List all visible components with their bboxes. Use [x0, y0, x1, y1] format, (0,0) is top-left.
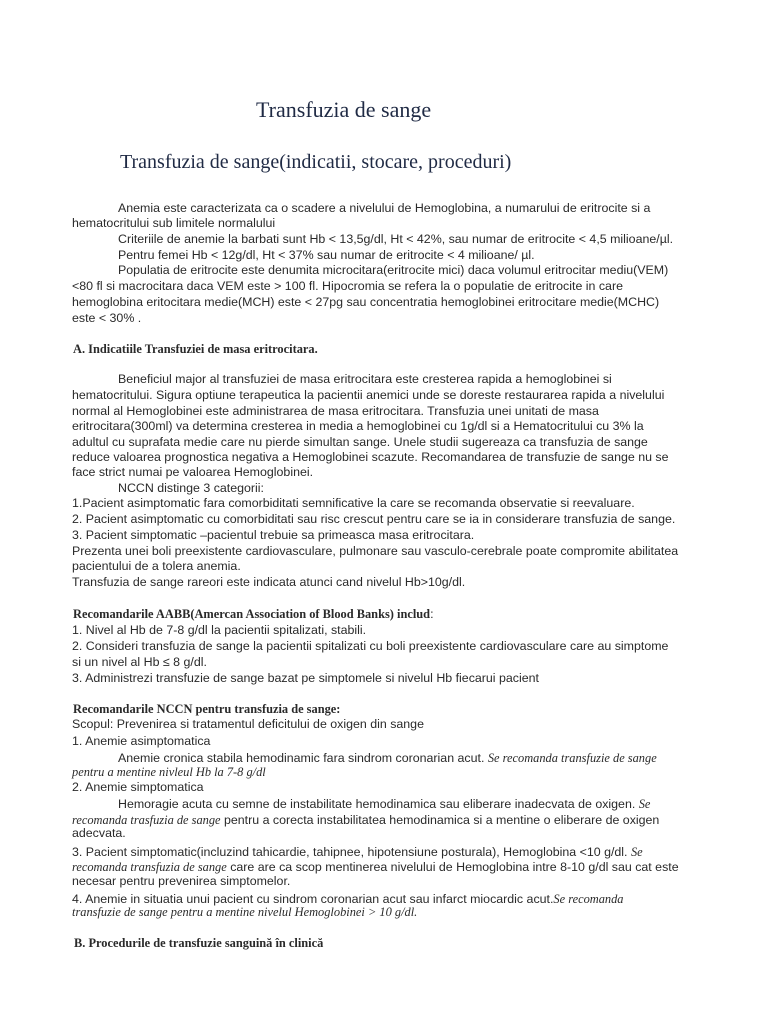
section-a-line: Prezenta unei boli preexistente cardiovasculare, pulmonare sau vasculo-cerebrale poate compromite abilitatea	[72, 544, 679, 558]
aabb-heading-row	[73, 605, 434, 623]
intro-line: este < 30% .	[72, 311, 142, 325]
section-a-line: adultul cu suprafata medie care nu pierde simultan sange. Unele studii sugereaza ca transfuzia de sange	[72, 435, 648, 449]
section-b-heading: B. Procedurile de transfuzie sanguină în clinică	[74, 936, 324, 950]
intro-line: hematocritului sub limitele normalului	[72, 216, 276, 230]
nccn-recommendation: transfuzie de sange pentru a mentine nivelul Hemoglobinei > 10 g/dl.	[72, 905, 418, 919]
nccn-recommendation: Se	[630, 845, 643, 859]
page-subtitle: Transfuzia de sange(indicatii, stocare, proceduri)	[120, 151, 512, 173]
aabb-item: 1. Nivel al Hb de 7-8 g/dl la pacientii spitalizati, stabili.	[72, 623, 367, 637]
section-a-line: Beneficiul major al transfuziei de masa eritrocitara este cresterea rapida a hemoglobinei si	[118, 372, 612, 386]
page-title: Transfuzia de sange	[256, 97, 432, 122]
aabb-heading: Recomandarile AABB(Amercan Association of Blood Banks) includ	[73, 607, 431, 621]
section-a-line: pacientului de a tolera anemia.	[72, 559, 241, 573]
section-a-line: face strict numai pe valoarea Hemoglobinei.	[72, 465, 314, 479]
nccn-recommendation: Se recomanda	[553, 892, 624, 906]
nccn-text: 4. Anemie in situatia unui pacient cu sindrom coronarian acut sau infarct miocardic acut.	[72, 892, 554, 906]
section-a-line: Transfuzia de sange rareori este indicata atunci cand nivelul Hb>10g/dl.	[72, 575, 466, 589]
nccn-text: adecvata.	[72, 826, 126, 840]
intro-line: Criteriile de anemie la barbati sunt Hb < 13,5g/dl, Ht < 42%, sau numar de eritrocite < 4,5 milioane/µl.	[118, 232, 674, 246]
nccn-recommendation: Se	[638, 797, 651, 811]
section-a-line: reduce valoarea prognostica negativa a Hemoglobinei scazute. Recomandarea de transfuzie de sange nu se	[72, 450, 669, 464]
section-a-line: normal al Hemoglobinei este administrarea de masa eritrocitara. Transfuzia unei unitati de masa	[72, 404, 599, 418]
aabb-item: 2. Consideri transfuzia de sange la pacientii spitalizati cu boli preexistente cardiovasculare care au simptome	[72, 639, 669, 653]
category-item: 1.Pacient asimptomatic fara comorbiditati semnificative la care se recomanda observatie si reevaluare.	[72, 496, 635, 510]
category-item: 2. Pacient asimptomatic cu comorbiditati sau risc crescut pentru care se ia in considerare transfuzia de sange.	[72, 512, 676, 526]
intro-line: <80 fl si macrocitara daca VEM este > 100 fl. Hipocromia se refera la o populatie de eritrocite in care	[72, 279, 623, 293]
nccn-text: Hemoragie acuta cu semne de instabilitate hemodinamica sau eliberare inadecvata de oxigen.	[118, 797, 639, 811]
nccn-text: pentru a corecta instabilitatea hemodinamica si a mentine o eliberare de oxigen	[220, 813, 660, 827]
intro-line: Pentru femei Hb < 12g/dl, Ht < 37% sau numar de eritrocite < 4 milioane/ µl.	[118, 248, 535, 262]
nccn-heading: Recomandarile NCCN pentru transfuzia de sange:	[73, 702, 341, 716]
intro-line: Populatia de eritrocite este denumita microcitara(eritrocite mici) daca volumul eritrocitar mediu(VEM)	[118, 263, 669, 277]
category-item: 3. Pacient simptomatic –pacientul trebuie sa primeasca masa eritrocitara.	[72, 528, 475, 542]
intro-line: hemoglobina eritocitara medie(MCH) este < 27pg sau concentratia hemoglobinei eritrocitare medie(MCHC)	[72, 295, 660, 309]
nccn-text: Anemie cronica stabila hemodinamic fara sindrom coronarian acut.	[118, 751, 488, 765]
nccn-scope: Scopul: Prevenirea si tratamentul deficitului de oxigen din sange	[72, 717, 424, 731]
nccn-text: care are ca scop mentinerea nivelului de Hemoglobina intre 8-10 g/dl sau cat este	[226, 860, 679, 874]
section-a-heading: A. Indicatiile Transfuziei de masa eritrocitara.	[73, 342, 318, 356]
aabb-item: 3. Administrezi transfuzie de sange bazat pe simptomele si nivelul Hb fiecarui pacient	[72, 671, 539, 685]
aabb-item: si un nivel al Hb ≤ 8 g/dl.	[72, 655, 207, 669]
nccn-item: 2. Anemie simptomatica	[72, 780, 204, 794]
nccn-text: necesar pentru prevenirea simptomelor.	[72, 874, 291, 888]
section-a-line: hematocritului. Sigura optiune terapeutica la pacientii anemici unde se doreste restaurarea rapida a nivelului	[72, 388, 665, 402]
aabb-heading-colon: :	[430, 607, 434, 621]
nccn-recommendation: pentru a mentine nivleul Hb la 7-8 g/dl	[72, 765, 266, 779]
nccn-recommendation: recomanda trasfuzia de sange	[72, 813, 221, 827]
nccn-item-text	[72, 811, 659, 829]
intro-line: Anemia este caracterizata ca o scadere a nivelului de Hemoglobina, a numarului de eritrocite si a	[118, 201, 651, 215]
nccn-text: 3. Pacient simptomatic(incluzind tahicardie, tahipnee, hipotensiune posturala), Hemoglobina <10 g/dl.	[72, 845, 631, 859]
section-a-line: eritrocitara(300ml) va determina cresterea in media a hemoglobinei cu 1g/dl si a Hematocritului cu 3% la	[72, 419, 644, 433]
nccn-item: 1. Anemie asimptomatica	[72, 734, 211, 748]
nccn-categories-intro: NCCN distinge 3 categorii:	[118, 481, 264, 495]
nccn-recommendation: recomanda transfuzia de sange	[72, 860, 227, 874]
nccn-recommendation: Se recomanda transfuzie de sange	[487, 751, 657, 765]
